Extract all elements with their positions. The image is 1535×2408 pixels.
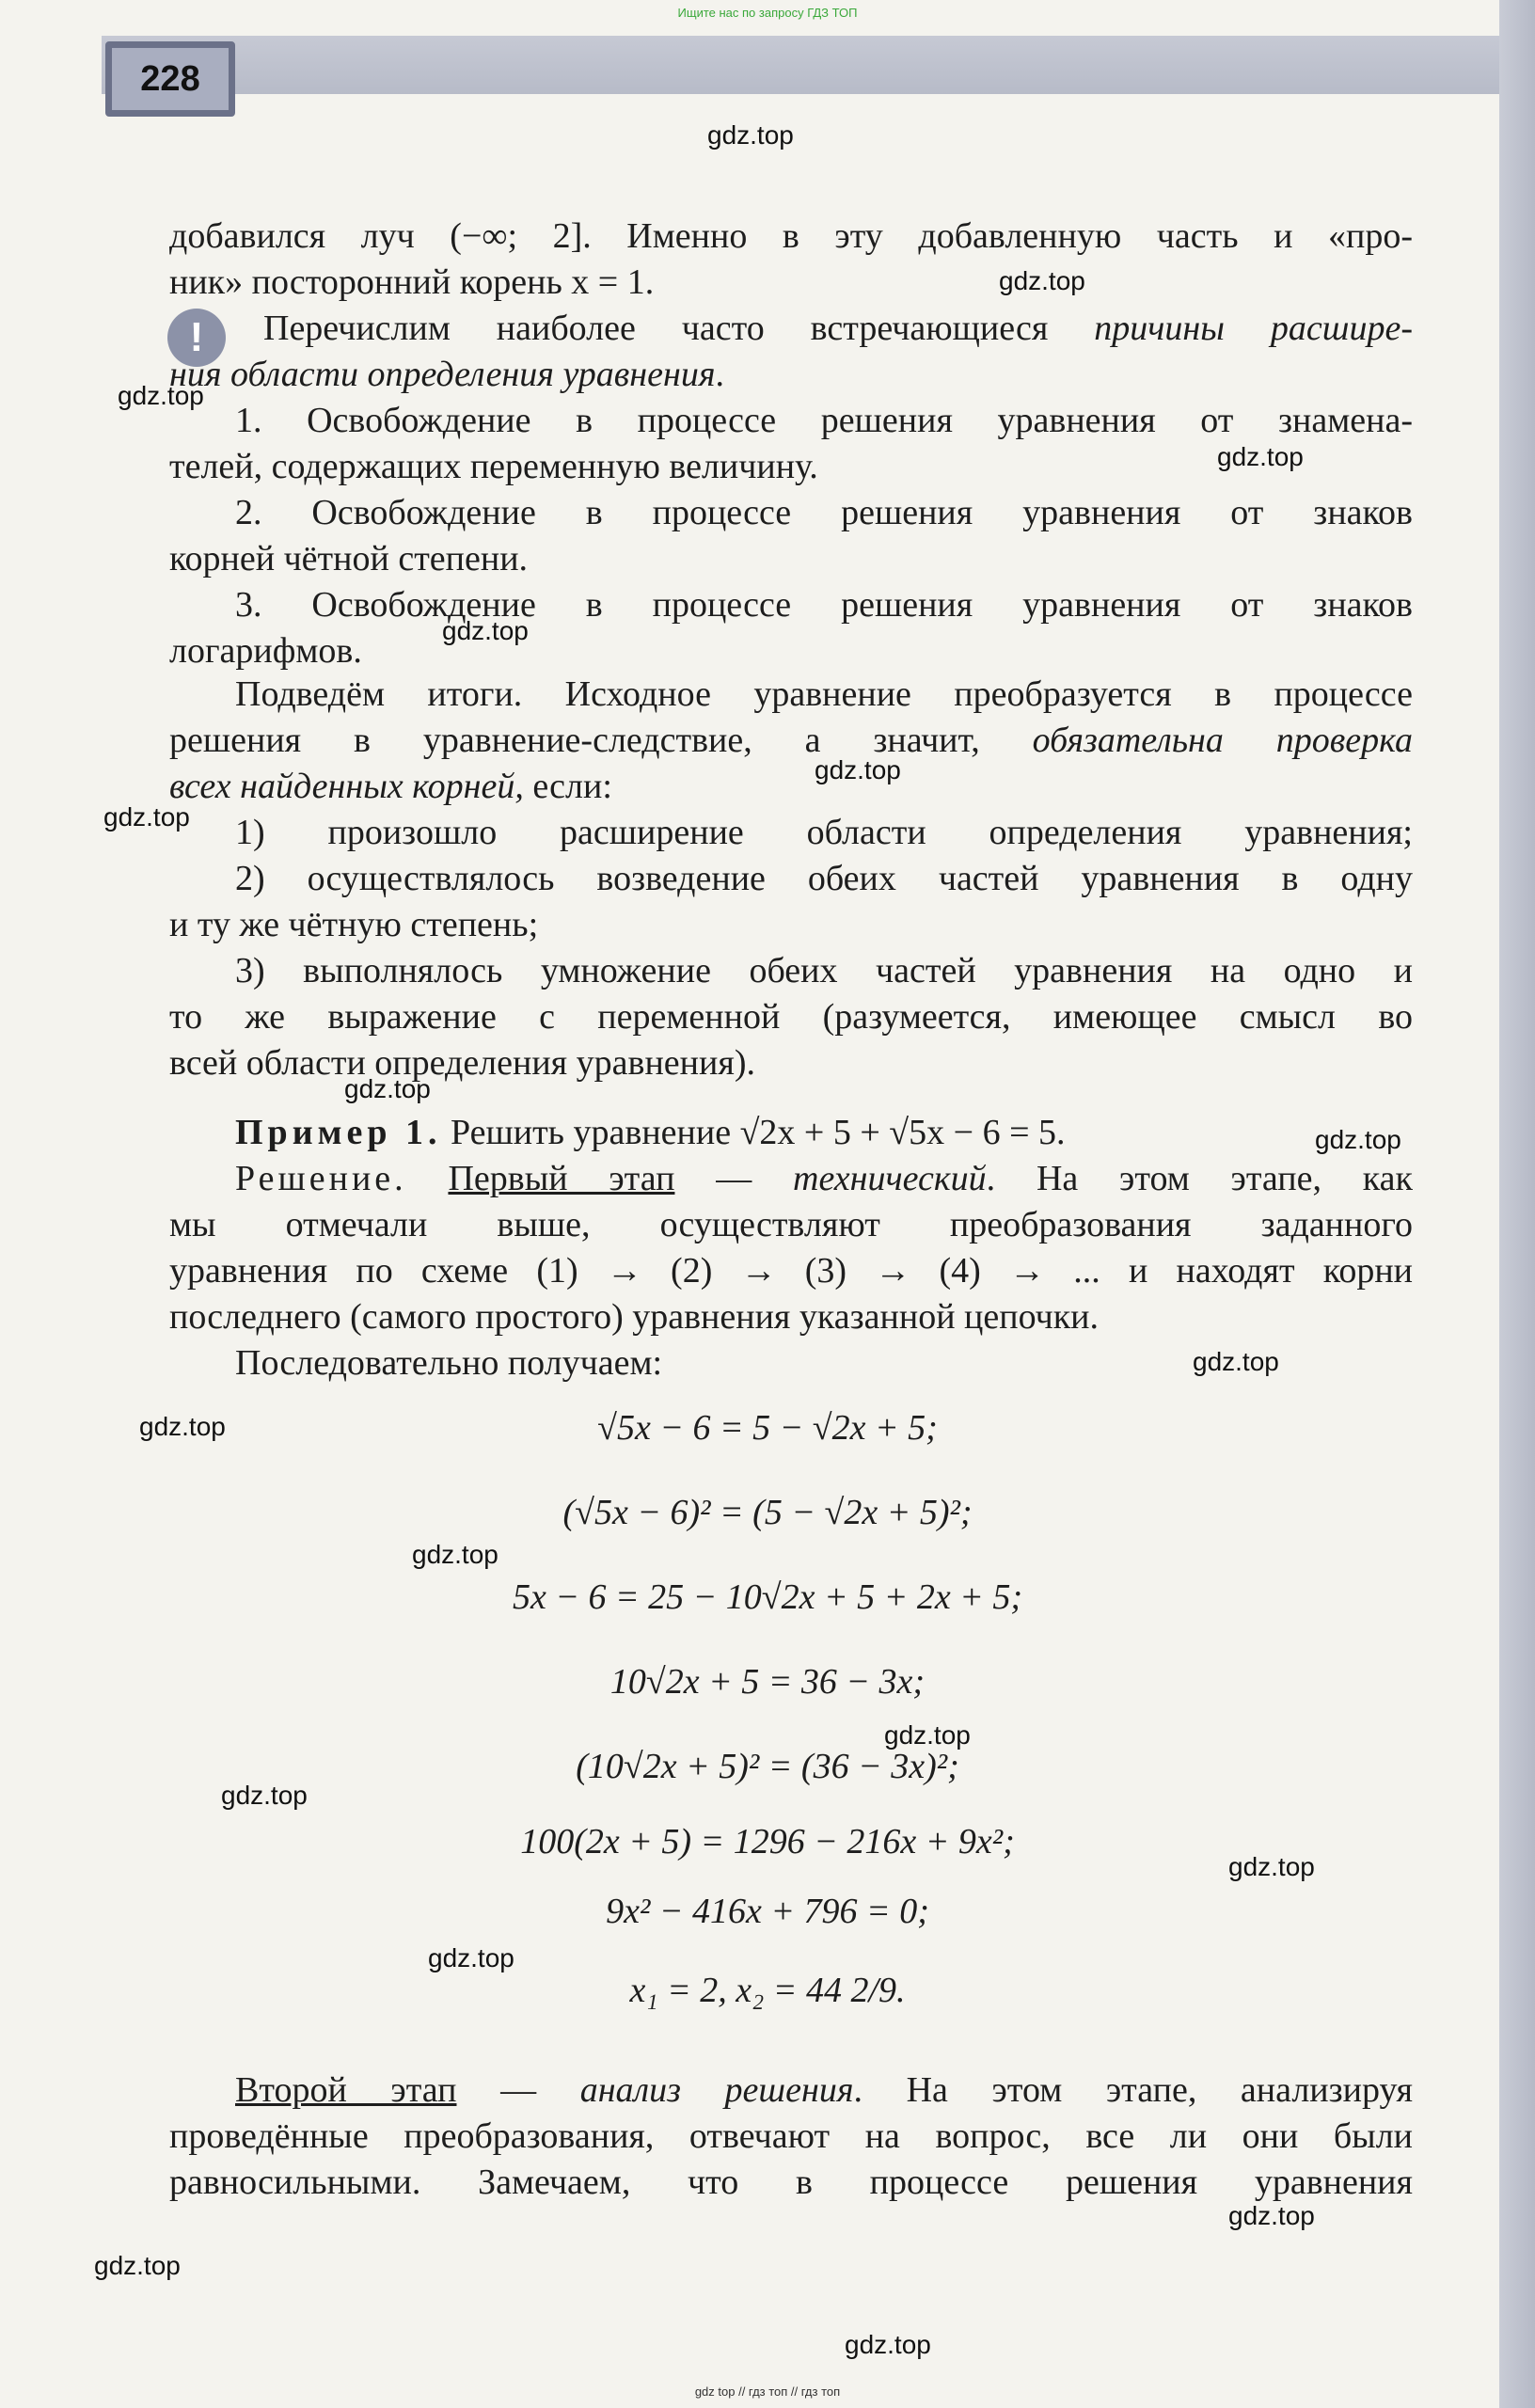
formula: (√5x − 6)² = (5 − √2x + 5)²; xyxy=(562,1493,973,1532)
causes-intro xyxy=(169,306,1413,352)
watermark: gdz.top xyxy=(1228,2201,1315,2230)
watermark: gdz.top xyxy=(999,266,1085,295)
stage-label: Второй этап xyxy=(235,2070,457,2110)
text-line: последнего (самого простого) уравнения указанной цепочки. xyxy=(169,1297,1099,1337)
text-line: Подведём итоги. Исходное уравнение преобразуется в процессе xyxy=(235,674,1413,714)
text-line: проведённые преобразования, отвечают на вопрос, все ли они были xyxy=(169,2116,1413,2156)
text-line xyxy=(169,764,1413,810)
text-span: . xyxy=(715,355,725,394)
text-span: — xyxy=(674,1159,793,1198)
cause-item: 3. Освобождение в процессе решения уравнения от знаков xyxy=(235,585,1413,625)
watermark: gdz.top xyxy=(884,1720,971,1750)
text-line: и ту же чётную степень; xyxy=(169,905,539,944)
footer: gdz top // гдз топ // гдз топ xyxy=(694,2384,841,2399)
italic-span: всех найденных корней, xyxy=(169,767,524,806)
formula: 100(2x + 5) = 1296 − 216x + 9x²; xyxy=(520,1822,1015,1861)
text-span: Перечислим наиболее часто встречающиеся xyxy=(263,309,1095,348)
exclamation-icon: ! xyxy=(167,309,226,367)
summary-block xyxy=(169,672,1413,1086)
text-line xyxy=(169,2067,1413,2114)
italic-span: анализ решения xyxy=(579,2070,854,2110)
example-task: Решить уравнение √2x + 5 + √5x − 6 = 5. xyxy=(441,1113,1066,1152)
text-line: Последовательно получаем: xyxy=(235,1343,663,1383)
header-band xyxy=(102,36,1499,94)
condition-item: 3) выполнялось умножение обеих частей уравнения на одно и xyxy=(235,951,1413,990)
italic-span: ния области определения уравнения xyxy=(169,355,716,394)
text-span: . На этом этапе, анализируя xyxy=(853,2070,1414,2110)
text-line xyxy=(169,718,1413,764)
formula: 9x² − 416x + 796 = 0; xyxy=(606,1892,929,1931)
italic-span: технический xyxy=(793,1159,987,1198)
text-line: равносильными. Замечаем, что в процессе решения уравнения xyxy=(169,2162,1413,2202)
stage-label: Первый этап xyxy=(448,1159,675,1198)
watermark: gdz.top xyxy=(118,381,204,410)
text-line: всей области определения уравнения). xyxy=(169,1043,755,1083)
watermark: gdz.top xyxy=(1217,442,1304,471)
watermark: gdz.top xyxy=(707,120,794,150)
watermark: gdz.top xyxy=(344,1074,431,1103)
cause-item: 1. Освобождение в процессе решения уравнения от знамена- xyxy=(235,401,1413,440)
text-line: добавился луч (−∞; 2]. Именно в эту добавленную часть и «про- xyxy=(169,216,1413,256)
solution-label: Решение. xyxy=(235,1159,407,1198)
example-block xyxy=(169,1110,1413,1386)
paragraph-intro xyxy=(169,214,1413,306)
watermark: gdz.top xyxy=(221,1781,308,1810)
watermark: gdz.top xyxy=(103,802,190,832)
condition-item: 1) произошло расширение области определения уравнения; xyxy=(235,813,1413,852)
formula: (10√2x + 5)² = (36 − 3x)²; xyxy=(576,1747,959,1786)
watermark: gdz.top xyxy=(815,755,901,784)
text-line: телей, содержащих переменную величину. xyxy=(169,447,818,486)
text-line: мы отмечали выше, осуществляют преобразования заданного xyxy=(169,1205,1413,1244)
causes-block xyxy=(169,306,1413,674)
formula: 5x − 6 = 25 − 10√2x + 5 + 2x + 5; xyxy=(513,1577,1022,1617)
watermark: gdz.top xyxy=(845,2330,931,2359)
text-line: логарифмов. xyxy=(169,631,362,671)
condition-item: 2) осуществлялось возведение обеих частей уравнения в одну xyxy=(235,859,1413,898)
watermark: gdz.top xyxy=(1193,1347,1279,1376)
watermark: gdz.top xyxy=(94,2251,181,2280)
watermark: gdz.top xyxy=(442,616,529,645)
top-banner: Ищите нас по запросу ГДЗ ТОП xyxy=(677,6,858,20)
text-span: — xyxy=(456,2070,580,2110)
formula: √5x − 6 = 5 − √2x + 5; xyxy=(597,1408,938,1448)
text-line: ник» посторонний корень x = 1. xyxy=(169,262,655,302)
watermark: gdz.top xyxy=(1228,1852,1315,1881)
italic-span: причины расшире- xyxy=(1094,309,1413,348)
text-span: . На этом этапе, как xyxy=(986,1159,1413,1198)
formula: 10√2x + 5 = 36 − 3x; xyxy=(609,1662,926,1702)
text-line: то же выражение с переменной (разумеется, имеющее смысл во xyxy=(169,997,1413,1037)
italic-span: обязательна проверка xyxy=(1032,721,1413,760)
text-span: решения в уравнение-следствие, а значит, xyxy=(169,721,1033,760)
watermark: gdz.top xyxy=(412,1540,498,1569)
text-span: если: xyxy=(523,767,612,806)
text-line: уравнения по схеме (1) → (2) → (3) → (4) → ... и находят корни xyxy=(169,1251,1413,1291)
example-title xyxy=(169,1110,1413,1156)
watermark: gdz.top xyxy=(139,1412,226,1441)
text-line xyxy=(169,1156,1413,1202)
cause-item: 2. Освобождение в процессе решения уравнения от знаков xyxy=(235,493,1413,532)
page-number: 228 xyxy=(105,41,235,117)
text-line: корней чётной степени. xyxy=(169,539,529,578)
text-line xyxy=(169,352,1413,398)
stage2-block xyxy=(169,2067,1413,2206)
page-edge xyxy=(1499,0,1535,2408)
watermark: gdz.top xyxy=(1315,1125,1401,1154)
watermark: gdz.top xyxy=(428,1943,514,1972)
formula: x₁ = 2, x₂ = 44 2/9. xyxy=(629,1971,906,2010)
example-label: Пример 1. xyxy=(235,1113,442,1152)
